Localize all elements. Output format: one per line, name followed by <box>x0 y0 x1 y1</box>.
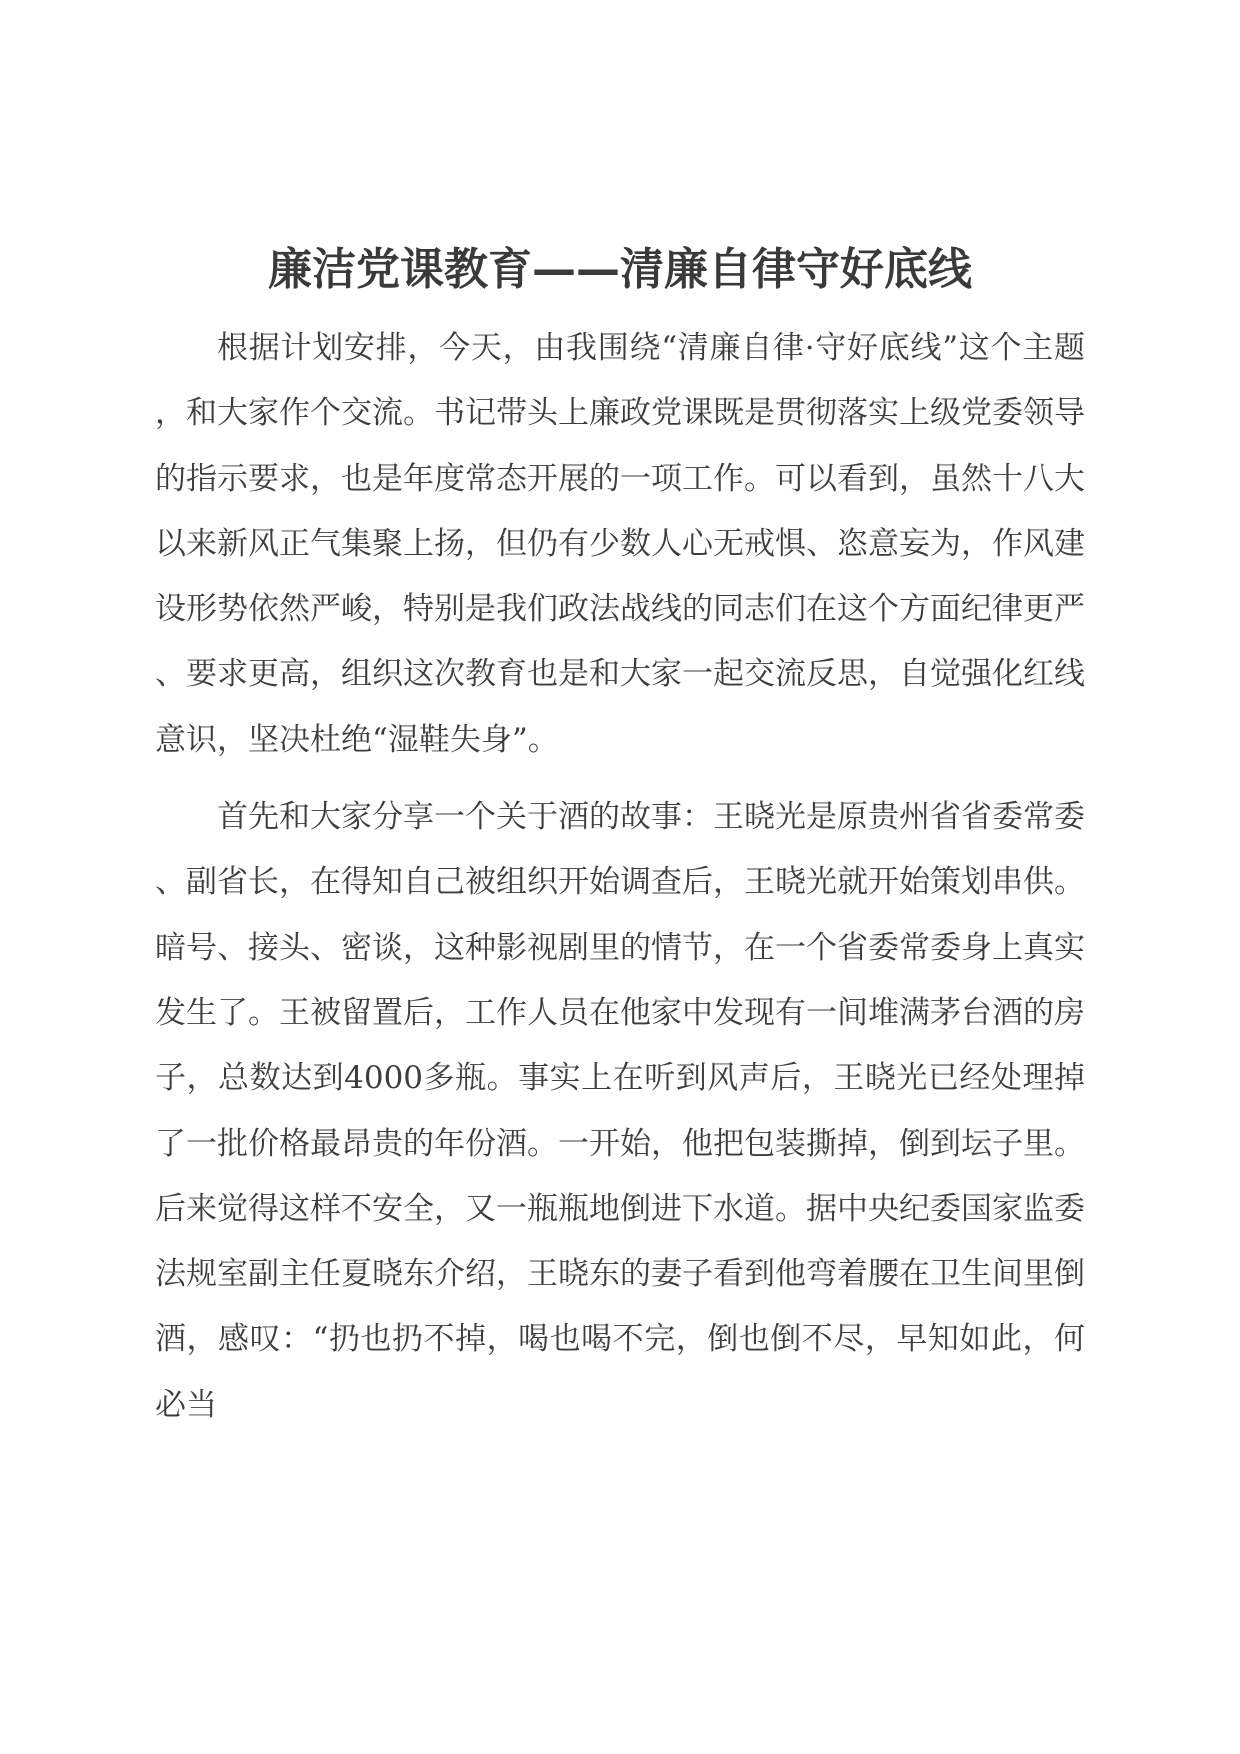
document-title: 廉洁党课教育——清廉自律守好底线 <box>268 244 972 295</box>
paragraph-intro: 根据计划安排，今天，由我围绕“清廉自律·守好底线”这个主题，和大家作个交流。书记带头上廉政党课既是贯彻落实上级党委领导的指示要求，也是年度常态开展的一项工作。可以看到，虽然十八大以来新风正气集聚上扬，但仍有少数人心无戒惧、恣意妄为，作风建设形势依然严峻，特别是我们政法战线的同志们在这个方面纪律更严、要求更高，组织这次教育也是和大家一起交流反思，自觉强化红线意识，坚决杜绝“湿鞋失身”。 <box>155 330 1085 758</box>
document-body <box>155 316 1085 1438</box>
paragraph-story: 首先和大家分享一个关于酒的故事：王晓光是原贵州省省委常委、副省长，在得知自己被组织开始调查后，王晓光就开始策划串供。暗号、接头、密谈，这种影视剧里的情节，在一个省委常委身上真实发生了。王被留置后，工作人员在他家中发现有一间堆满茅台酒的房子，总数达到4000多瓶。事实上在听到风声后，王晓光已经处理掉了一批价格最昂贵的年份酒。一开始，他把包装撕掉，倒到坛子里。后来觉得这样不安全，又一瓶瓶地倒进下水道。据中央纪委国家监委法规室副主任夏晓东介绍，王晓东的妻子看到他弯着腰在卫生间里倒酒，感叹：“扔也扔不掉，喝也喝不完，倒也倒不尽，早知如此，何必当 <box>155 799 1085 1423</box>
